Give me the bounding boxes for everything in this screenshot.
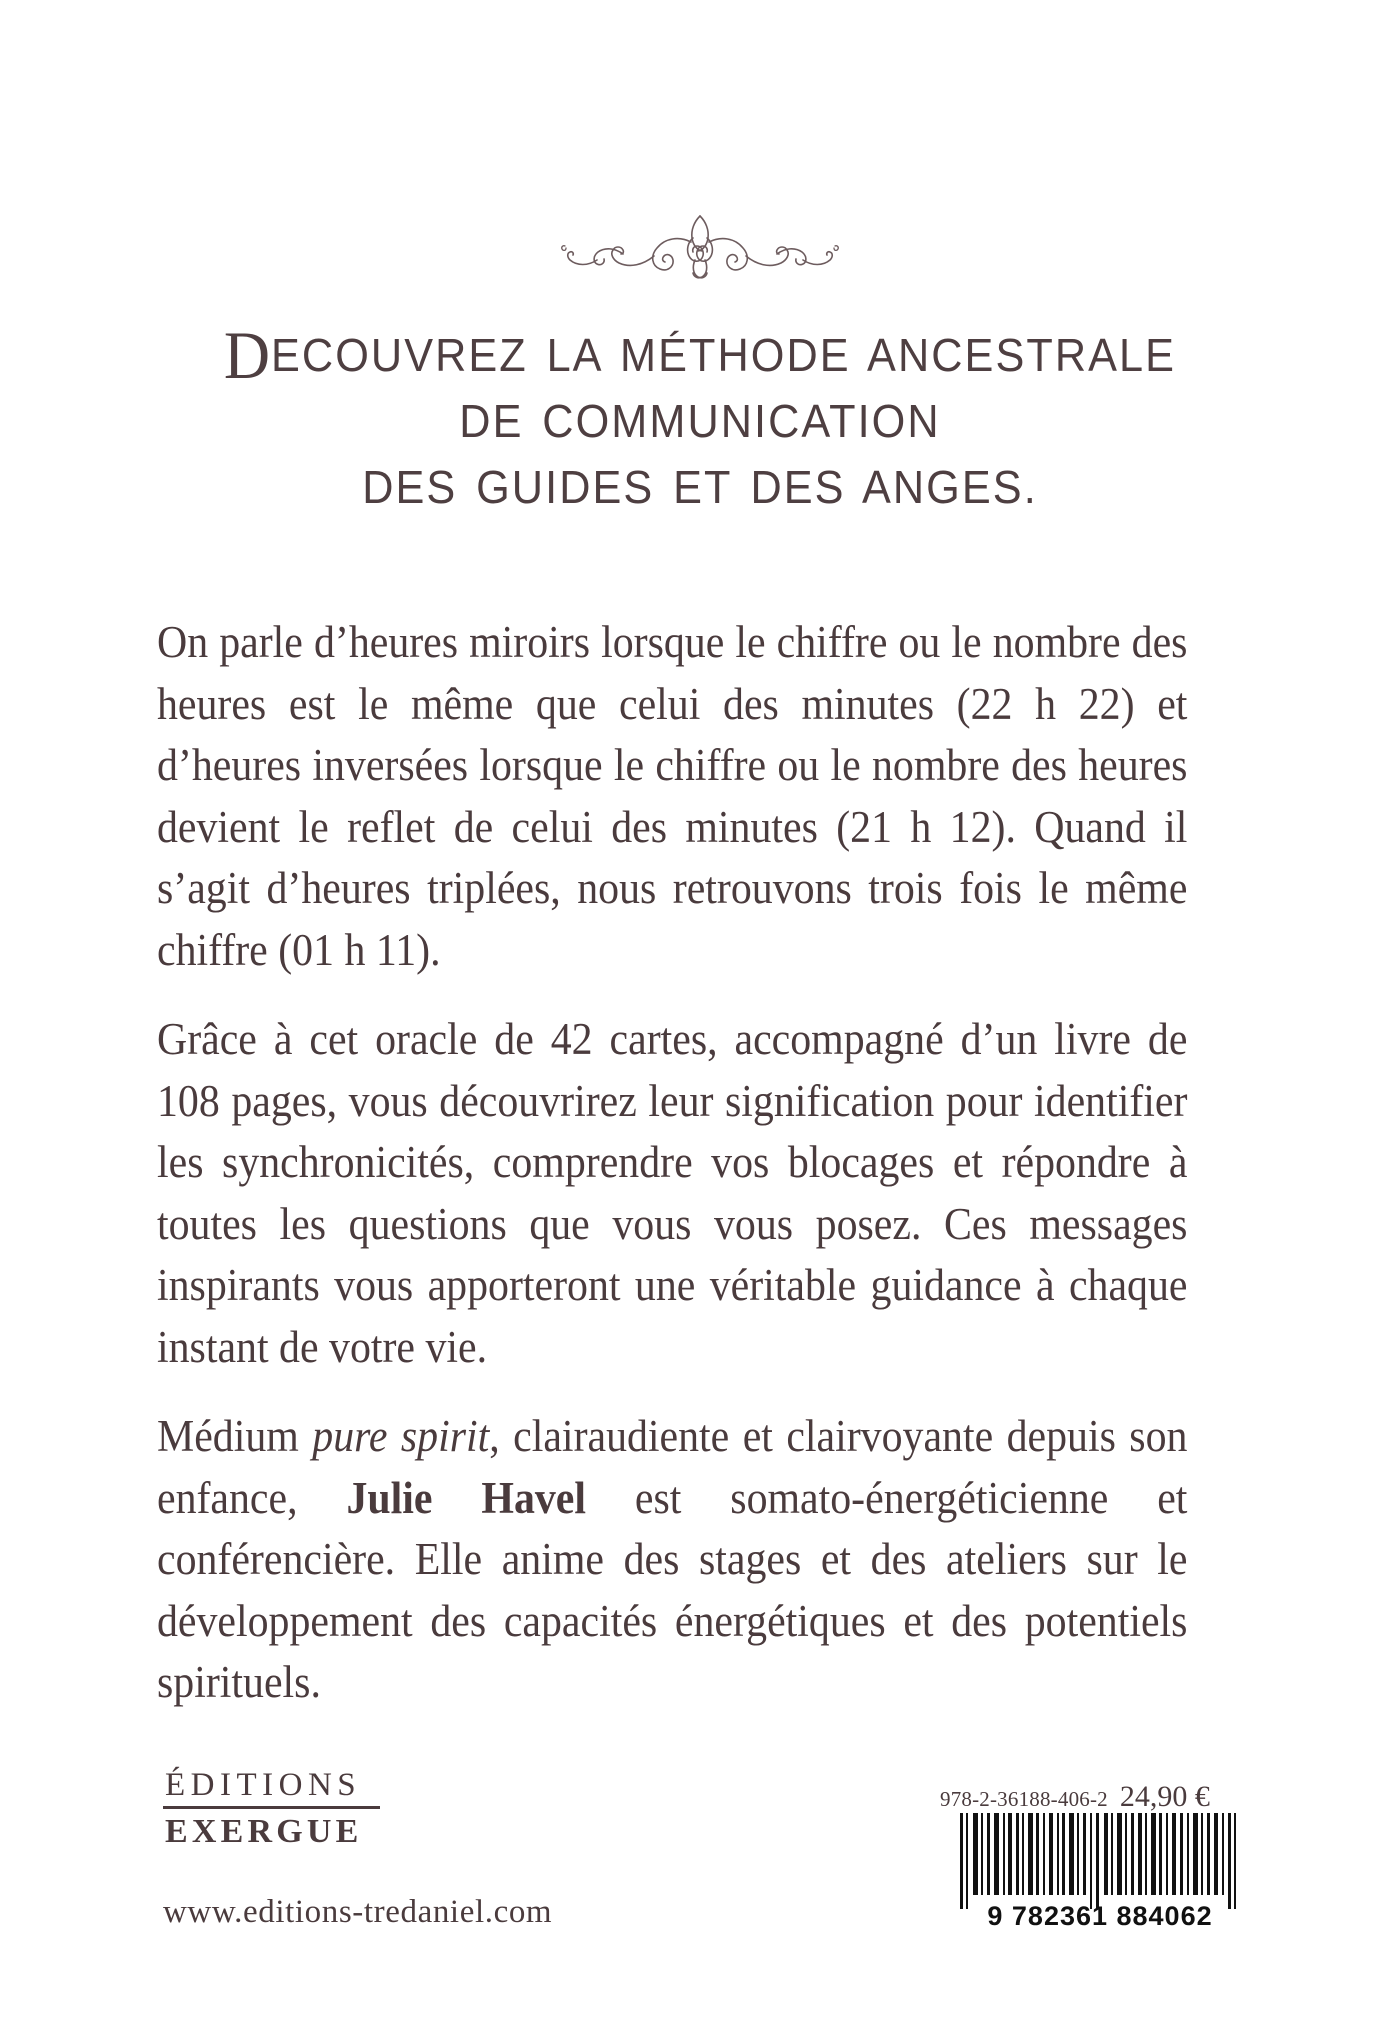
heading-line-1-rest: ECOUVREZ LA MÉTHODE ANCESTRALE <box>270 329 1177 381</box>
publisher-logo-line-2: EXERGUE <box>165 1813 363 1850</box>
barcode-digits: 9 782361 884062 <box>987 1901 1213 1931</box>
isbn-number: 978-2-36188-406-2 <box>940 1787 1108 1811</box>
author-name: Julie Havel <box>346 1472 587 1523</box>
barcode <box>956 1813 1244 1935</box>
bio-italic-phrase: pure spirit <box>312 1411 490 1461</box>
blurb-text <box>157 612 1257 1714</box>
publisher-logo <box>163 1766 523 1852</box>
publisher-logo-divider <box>163 1806 380 1809</box>
heading-line-1 <box>174 317 1227 393</box>
isbn-price-row <box>940 1780 1270 1814</box>
paragraph-product-description: Grâce à cet oracle de 42 cartes, accompagné d’un livre de 108 pages, vous découvrirez leur signification pour identifier les synchronicités, comprendre vos blocages et répondre à toutes les questions que vous vous posez. Ces messages inspirants vous apporteront une véritable guidance à chaque instant de votre vie. <box>157 1014 1188 1372</box>
heading-line-3: DES GUIDES ET DES ANGES. <box>362 461 1038 513</box>
page-title <box>174 317 1227 520</box>
bio-text-after-author: est somato-énergéticienne et conférencière. Elle anime des stages et des ateliers sur le développement des capacités énergétiques et des potentiels spirituels. <box>157 1472 1188 1707</box>
barcode-bars <box>956 1813 1244 1909</box>
paragraph-author-bio <box>157 1406 1187 1714</box>
publisher-logo-line-1: ÉDITIONS <box>165 1767 362 1803</box>
heading-line-2: DE COMMUNICATION <box>459 395 941 447</box>
bio-text-before-italic: Médium <box>157 1411 313 1461</box>
publisher-website[interactable]: www.editions-tredaniel.com <box>163 1894 553 1930</box>
price-label: 24,90 € <box>1119 1780 1210 1813</box>
heading-dropcap: D <box>223 317 271 393</box>
paragraph-definition: On parle d’heures miroirs lorsque le chiffre ou le nombre des heures est le même que celui des minutes (22 h 22) et d’heures inversées lorsque le chiffre ou le nombre des heures devient le reflet de celui des minutes (21 h 12). Quand il s’agit d’heures triplées, nous retrouvons trois fois le même chiffre (01 h 11). <box>157 617 1188 975</box>
bio-text-before-author: , clairaudiente et clairvoyante depuis son enfance, <box>157 1411 1188 1523</box>
flourish-ornament <box>0 208 1400 303</box>
